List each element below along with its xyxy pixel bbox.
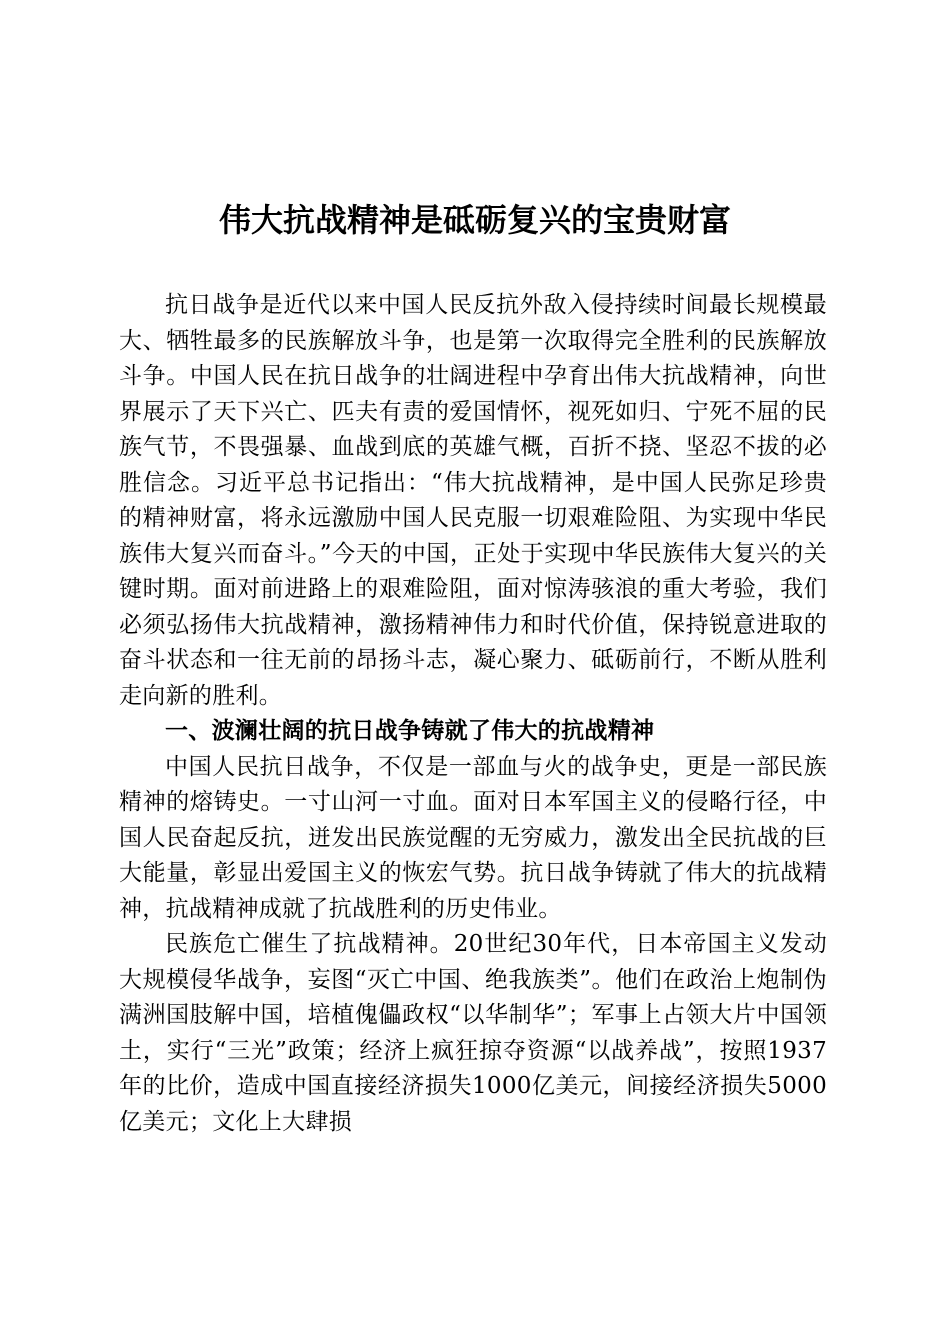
- section-paragraph-2: 民族危亡催生了抗战精神。20世纪30年代，日本帝国主义发动大规模侵华战争，妄图“灭亡中国、绝我族类”。他们在政治上炮制伪满洲国肢解中国，培植傀儡政权“以华制华”；军事上占领大片中国领土，实行“三光”政策；经济上疯狂掠夺资源“以战养战”，按照1937年的比价，造成中国直接经济损失1000亿美元，间接经济损失5000亿美元；文化上大肆损: [119, 931, 827, 1135]
- section-heading: 一、波澜壮阔的抗日战争铸就了伟大的抗战精神: [165, 718, 655, 744]
- document-title: 伟大抗战精神是砥砺复兴的宝贵财富: [218, 201, 731, 239]
- document-body: [119, 288, 827, 1140]
- intro-paragraph: 抗日战争是近代以来中国人民反抗外敌入侵持续时间最长规模最大、牺牲最多的民族解放斗争，也是第一次取得完全胜利的民族解放斗争。中国人民在抗日战争的壮阔进程中孕育出伟大抗战精神，向世界展示了天下兴亡、匹夫有责的爱国情怀，视死如归、宁死不屈的民族气节，不畏强暴、血战到底的英雄气概，百折不挠、坚忍不拔的必胜信念。习近平总书记指出：“伟大抗战精神，是中国人民弥足珍贵的精神财富，将永远激励中国人民克服一切艰难险阻、为实现中华民族伟大复兴而奋斗。”今天的中国，正处于实现中华民族伟大复兴的关键时期。面对前进路上的艰难险阻，面对惊涛骇浪的重大考验，我们必须弘扬伟大抗战精神，激扬精神伟力和时代价值，保持锐意进取的奋斗状态和一往无前的昂扬斗志，凝心聚力、砥砺前行，不断从胜利走向新的胜利。: [119, 292, 827, 709]
- section-paragraph-1: 中国人民抗日战争，不仅是一部血与火的战争史，更是一部民族精神的熔铸史。一寸山河一寸血。面对日本军国主义的侵略行径，中国人民奋起反抗，迸发出民族觉醒的无穷威力，激发出全民抗战的巨大能量，彰显出爱国主义的恢宏气势。抗日战争铸就了伟大的抗战精神，抗战精神成就了抗战胜利的历史伟业。: [119, 753, 827, 922]
